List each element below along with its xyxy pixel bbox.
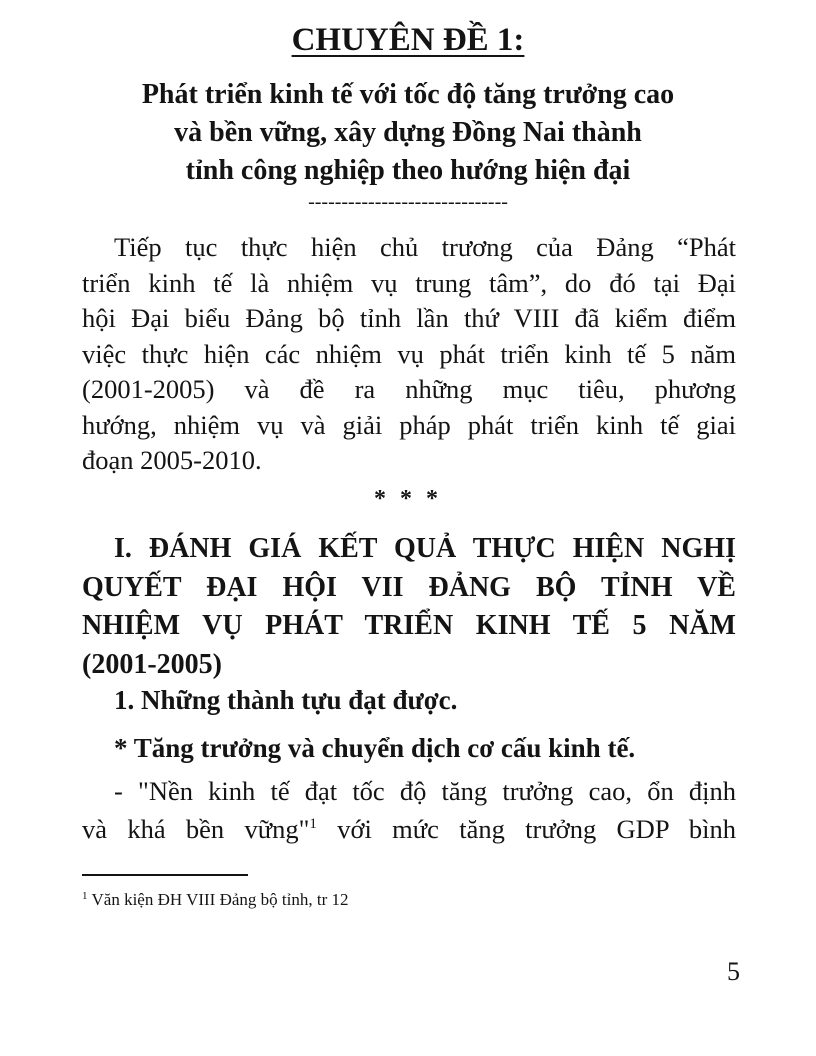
footnote-mark: 1 xyxy=(82,890,88,902)
section-divider-stars: * * * xyxy=(374,486,442,512)
heading-line: (2001-2005) xyxy=(82,648,222,680)
section-heading xyxy=(82,530,736,684)
paragraph-line: đoạn 2005-2010. xyxy=(82,445,262,475)
paragraph-line: Tiếp tục thực hiện chủ trương của Đảng “Phát xyxy=(114,232,736,262)
paragraph-line: hướng, nhiệm vụ và giải pháp phát triển kinh tế giai xyxy=(82,409,736,440)
footnote-rule xyxy=(82,874,248,876)
growth-paragraph xyxy=(82,772,736,848)
paragraph-line: việc thực hiện các nhiệm vụ phát triển kinh tế 5 năm xyxy=(82,338,736,369)
subsection-heading-achievements: 1. Những thành tựu đạt được. xyxy=(114,685,458,715)
paragraph-text: và khá bền vững" xyxy=(82,814,310,844)
page-number: 5 xyxy=(727,957,740,986)
dashed-separator: ------------------------------ xyxy=(308,191,508,213)
footnote-text: Văn kiện ĐH VIII Đảng bộ tỉnh, tr 12 xyxy=(91,890,349,909)
heading-line: I. ĐÁNH GIÁ KẾT QUẢ THỰC HIỆN NGHỊ xyxy=(114,533,736,564)
intro-paragraph xyxy=(82,230,736,479)
paragraph-line xyxy=(82,810,736,848)
subsection-heading-growth: * Tăng trưởng và chuyển dịch cơ cấu kinh tế. xyxy=(114,733,636,763)
paragraph-line: - "Nền kinh tế đạt tốc độ tăng trưởng cao, ổn định xyxy=(114,776,736,806)
chapter-subtitle xyxy=(60,76,756,190)
footnote xyxy=(82,888,736,912)
subtitle-line: tỉnh công nghiệp theo hướng hiện đại xyxy=(185,155,631,186)
heading-line: QUYẾT ĐẠI HỘI VII ĐẢNG BỘ TỈNH VỀ xyxy=(82,571,736,603)
chapter-title-text: CHUYÊN ĐỀ 1: xyxy=(291,22,525,58)
heading-line: NHIỆM VỤ PHÁT TRIỂN KINH TẾ 5 NĂM xyxy=(82,610,736,641)
paragraph-text: với mức tăng trưởng GDP bình xyxy=(316,814,737,844)
subtitle-line: Phát triển kinh tế với tốc độ tăng trưởng cao xyxy=(141,79,675,110)
footnote-reference: 1 xyxy=(309,816,317,832)
subtitle-line: và bền vững, xây dựng Đồng Nai thành xyxy=(174,117,642,148)
chapter-title xyxy=(0,18,816,62)
paragraph-line: (2001-2005) và đề ra những mục tiêu, phương xyxy=(82,374,736,404)
paragraph-line: triển kinh tế là nhiệm vụ trung tâm”, do đó tại Đại xyxy=(82,267,736,298)
paragraph-line: hội Đại biểu Đảng bộ tỉnh lần thứ VIII đã kiểm điểm xyxy=(82,303,736,333)
